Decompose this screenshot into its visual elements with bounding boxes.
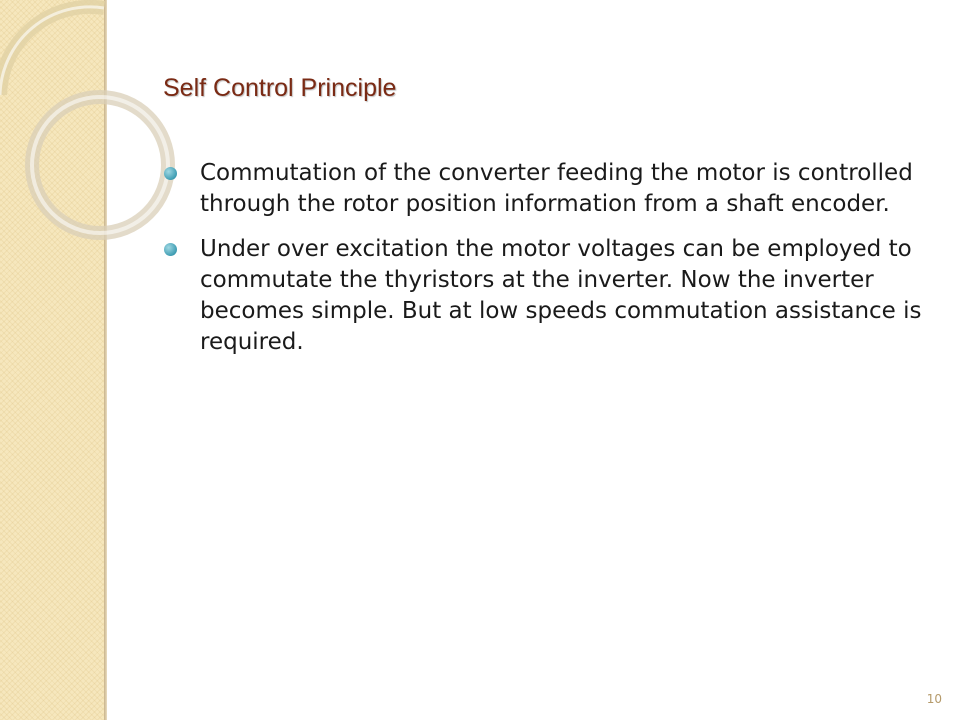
bullet-list [164, 158, 924, 372]
bullet-text: Commutation of the converter feeding the motor is controlled through the rotor position information from a shaft encoder. [200, 160, 913, 217]
bullet-dot-icon [164, 243, 177, 256]
page-number: 10 [926, 692, 942, 706]
bullet-item [164, 158, 924, 220]
bullet-item [164, 234, 924, 358]
bullet-text: Under over excitation the motor voltages can be employed to commutate the thyristors at the inverter. Now the inverter becomes simple. But at low speeds commutation assistance is required. [200, 236, 922, 355]
bullet-dot-icon [164, 167, 177, 180]
slide-title: Self Control Principle [163, 74, 397, 102]
side-band-edge [104, 0, 107, 720]
decorative-side-band [0, 0, 104, 720]
